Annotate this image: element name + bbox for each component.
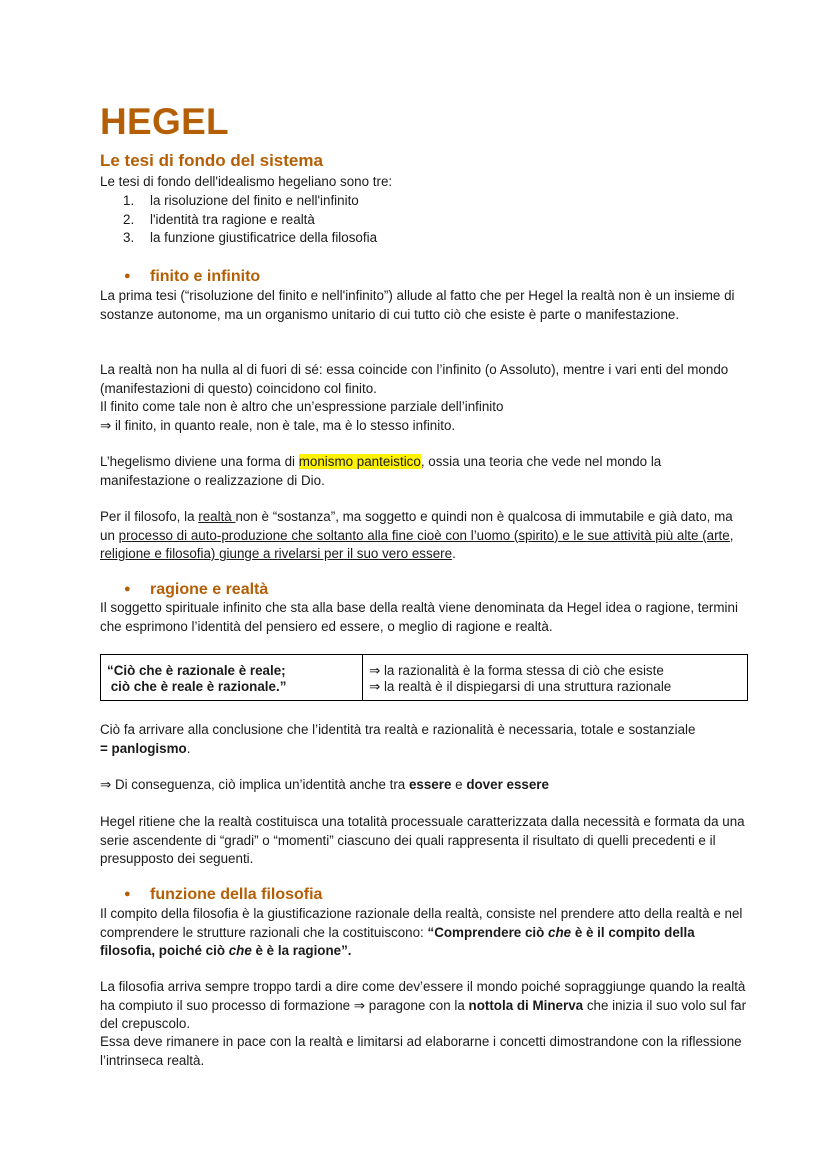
- text-run: “Comprendere ciò: [427, 924, 549, 940]
- explanation-line-2: ⇒ la realtà è il dispiegarsi di una struttura razionale: [369, 679, 672, 694]
- text-run: che inizia il suo volo sul far del crepuscolo.: [100, 997, 747, 1031]
- bullet-icon: ●: [124, 583, 131, 595]
- ragione-paragraph-2: [100, 721, 750, 758]
- quote-table: [100, 654, 748, 701]
- tesi-list: [123, 192, 377, 248]
- tesi-intro: Le tesi di fondo dell'idealismo hegeliano sono tre:: [100, 174, 393, 189]
- text-run: Ciò fa arrivare alla conclusione che l’identità tra realtà e razionalità è necessaria, totale e sostanziale: [100, 722, 696, 737]
- ragione-paragraph-4: Hegel ritiene che la realtà costituisca una totalità processuale caratterizzata dalla necessità e formata da una serie ascendente di “gradi” o “momenti” ciascuno dei quali rappresenta il risultato di quelli precedenti e il presupposto dei seguenti.: [100, 814, 745, 866]
- funzione-paragraph-1: [100, 905, 750, 961]
- section-heading-tesi: Le tesi di fondo del sistema: [100, 151, 323, 170]
- list-number: 2.: [123, 211, 135, 227]
- text-run: è è la ragione”.: [251, 943, 352, 958]
- bold-dover-essere: dover essere: [466, 777, 549, 792]
- page-title: HEGEL: [100, 101, 229, 142]
- text-run: è è il compito della filosofia, poiché ciò: [100, 924, 695, 958]
- text-run: e: [451, 777, 467, 792]
- quote-line-1: “Ciò che è razionale è reale;: [107, 663, 286, 678]
- funzione-paragraph-3: Essa deve rimanere in pace con la realtà e limitarsi ad elaborarne i concetti dimostrandone con la riflessione l’intrinseca realtà.: [100, 1034, 742, 1068]
- list-number: 1.: [123, 193, 135, 208]
- finito-line-1: La realtà non ha nulla al di fuori di sé: essa coincide con l’infinito (o Assoluto), mentre i vari enti del mondo (manifestazioni di questo) coincidono col finito.: [100, 362, 729, 396]
- quote-cell: [101, 655, 363, 701]
- subheading-text: finito e infinito: [150, 268, 261, 285]
- list-item: [123, 192, 377, 211]
- finito-paragraph-2: [100, 361, 750, 435]
- explanation-cell: [363, 655, 748, 701]
- bold-nottola: nottola di Minerva: [468, 997, 584, 1013]
- text-run: ⇒ Di conseguenza, ciò implica un’identità anche tra: [100, 777, 409, 792]
- italic-che: che: [228, 943, 252, 958]
- bullet-icon: ●: [124, 270, 131, 282]
- finito-line-2: Il finito come tale non è altro che un’espressione parziale dell’infinito: [100, 399, 504, 414]
- text-run: Il compito della filosofia è la giustificazione razionale della realtà, consiste nel prendere atto della realtà e nel comprendere le strutture razionali che la costituiscono:: [100, 906, 743, 940]
- ragione-paragraph-1: Il soggetto spirituale infinito che sta alla base della realtà viene denominata da Hegel idea o ragione, termini che esprimono l’identità del pensiero ed essere, o meglio di ragione e realtà.: [100, 600, 738, 634]
- list-text: la risoluzione del finito e nell'infinito: [150, 193, 359, 208]
- list-item: [123, 229, 377, 248]
- finito-paragraph-3: [100, 453, 750, 490]
- text-run: L’hegelismo diviene una forma di: [100, 454, 299, 469]
- text-run: non è “sostanza”, ma soggetto e quindi non è qualcosa di immutabile e già dato, ma un: [100, 509, 733, 543]
- bold-panlogismo: = panlogismo: [100, 740, 187, 756]
- funzione-paragraph-2: [100, 978, 750, 1034]
- text-run: Per il filosofo, la: [100, 509, 199, 524]
- subheading-text: ragione e realtà: [150, 581, 269, 598]
- underlined-realta: realtà: [198, 509, 236, 524]
- italic-che: che: [548, 924, 572, 940]
- subheading-funzione: [124, 884, 322, 905]
- underlined-processo: processo di auto-produzione che soltanto alla fine cioè con l’uomo (spirito) e le sue attività più alte (arte, religione e filosofia) giunge a rivelarsi per il suo vero essere: [100, 527, 734, 561]
- list-item: [123, 211, 377, 230]
- list-number: 3.: [123, 230, 135, 245]
- subheading-finito: [124, 266, 260, 287]
- finito-line-3: ⇒ il finito, in quanto reale, non è tale, ma è lo stesso infinito.: [100, 417, 456, 433]
- bold-essere: essere: [408, 777, 452, 792]
- text-run: .: [452, 546, 456, 561]
- finito-paragraph-4: [100, 508, 750, 564]
- highlight-monismo: monismo panteistico: [298, 454, 421, 469]
- subheading-ragione: [124, 579, 268, 600]
- quote-line-2: ciò che è reale è razionale.”: [110, 679, 287, 694]
- bullet-icon: ●: [124, 888, 131, 900]
- list-text: la funzione giustificatrice della filosofia: [150, 230, 378, 245]
- list-text: l'identità tra ragione e realtà: [150, 211, 315, 227]
- finito-paragraph-1: La prima tesi (“risoluzione del finito e nell'infinito”) allude al fatto che per Hegel la realtà non è un insieme di sostanze autonome, ma un organismo unitario di cui tutto ciò che esiste è parte o manifestazione.: [100, 288, 735, 322]
- ragione-paragraph-3: [100, 776, 750, 795]
- explanation-line-1: ⇒ la razionalità è la forma stessa di ciò che esiste: [369, 663, 664, 678]
- text-run: .: [186, 740, 191, 756]
- subheading-text: funzione della filosofia: [150, 886, 323, 903]
- text-run: La filosofia arriva sempre troppo tardi a dire come dev’essere il mondo poiché sopraggiunge quando la realtà ha compiuto il suo processo di formazione ⇒ paragone con la: [100, 979, 746, 1013]
- text-run: , ossia una teoria che vede nel mondo la manifestazione o realizzazione di Dio.: [100, 454, 662, 488]
